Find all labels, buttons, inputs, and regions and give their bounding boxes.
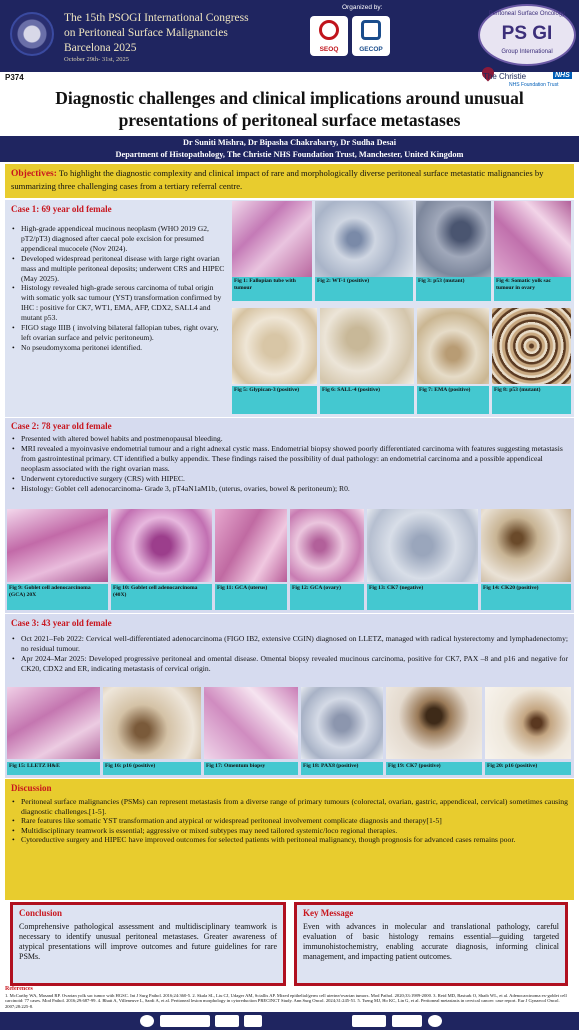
figure-9-image	[7, 509, 108, 582]
congress-title-line1: The 15th PSOGI International Congress	[64, 12, 249, 24]
seoq-logo-text: SEOQ	[319, 46, 339, 53]
objectives-label: Objectives:	[11, 169, 57, 179]
figure-14	[481, 509, 571, 610]
figure-5-caption: Fig 5: Glypican-3 (positive)	[232, 386, 317, 414]
figure-4	[494, 201, 571, 301]
figure-15-image	[7, 687, 100, 759]
title-line1: Diagnostic challenges and clinical implications around unusual	[55, 88, 524, 108]
list-item: • Peritoneal surface malignancies (PSMs) can represent metastasis from a diverse range of primary tumours (colorectal, ovarian, gastric, appendiceal, cervical) sometimes causing diagnostic challenges.[1-5].	[11, 797, 568, 816]
figure-20	[485, 687, 571, 775]
figure-19-caption: Fig 19: CK7 (positive)	[386, 762, 482, 775]
conclusion-heading: Conclusion	[19, 908, 63, 918]
figure-4-caption: Fig 4: Somatic yolk sac tumour in ovary	[494, 277, 571, 301]
figure-17	[204, 687, 298, 775]
figure-20-caption: Fig 20: p16 (positive)	[485, 762, 571, 775]
figure-18	[301, 687, 383, 775]
case2-heading: Case 2: 78 year old female	[11, 421, 112, 431]
figure-7-caption: Fig 7: EMA (positive)	[417, 386, 489, 414]
figure-2-caption: Fig 2: WT-1 (positive)	[315, 277, 413, 301]
figure-20-image	[485, 687, 571, 759]
department: Department of Histopathology, The Christie NHS Foundation Trust, Manchester, United Kingdom	[115, 150, 464, 159]
figure-3-image	[416, 201, 491, 277]
nhs-trust-label: NHS Foundation Trust	[509, 82, 559, 88]
list-item: • FIGO stage IIIB ( involving bilateral fallopian tubes, right ovary, left ovarian surface and pelvic peritoneum).	[11, 323, 227, 343]
figure-10-caption: Fig 10: Goblet cell adenocarcinoma (40X)	[111, 584, 212, 610]
objectives-text: To highlight the diagnostic complexity and clinical impact of rare and morphologically diverse peritoneal surface metastatic malignancies by summarizing three challenging cases from a tertiary referral centre.	[11, 168, 544, 191]
figure-1	[232, 201, 312, 301]
discussion-section	[5, 779, 574, 900]
list-item: • Developed widespread peritoneal disease with large right ovarian mass and multiple peritoneal deposits; underwent CRS and HIPEC (May 2025).	[11, 254, 227, 284]
case3-heading: Case 3: 43 year old female	[11, 618, 112, 628]
case3-bullets	[11, 634, 568, 674]
poster-title	[10, 87, 569, 131]
figure-2-image	[315, 201, 413, 277]
figure-13	[367, 509, 478, 610]
discussion-bullets	[11, 797, 568, 845]
gecop-logo	[352, 16, 390, 56]
sponsor-logo	[215, 1015, 239, 1027]
figure-18-caption: Fig 18: PAX8 (positive)	[301, 762, 383, 775]
authors-bar	[0, 136, 579, 162]
psogi-logo-bottom: Group International	[501, 49, 553, 55]
discussion-heading: Discussion	[11, 783, 52, 793]
figure-14-caption: Fig 14: CK20 (positive)	[481, 584, 571, 610]
psogi-logo	[478, 4, 576, 66]
list-item: • Cytoreductive surgery and HIPEC have improved outcomes for selected patients with peritoneal malignancy, though prognosis for advanced cases remains poor.	[11, 835, 568, 845]
figure-12	[290, 509, 364, 610]
figure-16-caption: Fig 16: p16 (positive)	[103, 762, 201, 775]
list-item: • Apr 2024–Mar 2025: Developed progressive peritoneal and omental disease. Omental biopsy revealed mucinous carcinoma, positive for CK7, PAX –8 and p16 and negative for CK20, CDX2 and ER, indicating metastasis of cervical origin.	[11, 654, 568, 674]
figure-5-image	[232, 308, 317, 384]
figure-7-image	[417, 308, 489, 384]
figure-15-caption: Fig 15: LLETZ H&E	[7, 762, 100, 775]
figure-16-image	[103, 687, 201, 759]
sponsor-logo	[160, 1015, 210, 1027]
figure-8-image	[492, 308, 571, 384]
psogi-logo-main: PS GI	[501, 23, 553, 44]
figure-11-image	[215, 509, 287, 582]
conclusion-text: Comprehensive pathological assessment and multidisciplinary teamwork is necessary to identify unusual peritoneal metastases. Greater awareness of atypical presentations will improve outcomes and future guidelines for rare PSMs.	[19, 922, 277, 961]
figure-11-caption: Fig 11: GCA (uterus)	[215, 584, 287, 610]
figure-15	[7, 687, 100, 775]
figure-9	[7, 509, 108, 610]
figure-16	[103, 687, 201, 775]
figure-6-caption: Fig 6: SALL-4 (positive)	[320, 386, 414, 414]
congress-banner	[0, 0, 579, 72]
list-item: • Underwent cytoreductive surgery (CRS) with HIPEC.	[11, 474, 568, 484]
figure-6-image	[320, 308, 414, 384]
figure-18-image	[301, 687, 383, 759]
case2-bullets	[11, 434, 568, 493]
list-item: • Oct 2021–Feb 2022: Cervical well-differentiated adenocarcinoma (FIGO IB2, extensive CGIN) diagnosed on LLETZ, managed with radical hysterectomy and lymphadenectomy; no residual tumour.	[11, 634, 568, 654]
nhs-logo: NHS	[555, 72, 570, 79]
sponsor-footer	[0, 1012, 579, 1030]
christie-logo-text: The Christie	[483, 72, 527, 81]
figure-2	[315, 201, 413, 301]
figure-19	[386, 687, 482, 775]
figure-1-caption: Fig 1: Fallopian tube with tumour	[232, 277, 312, 301]
key-message-heading: Key Message	[303, 908, 354, 918]
figure-3-caption: Fig 3: p53 (mutant)	[416, 277, 491, 301]
case1-bullets	[11, 224, 227, 353]
sponsor-logo	[352, 1015, 386, 1027]
figure-7	[417, 308, 489, 414]
objectives-box	[5, 164, 574, 198]
poster-id: P374	[5, 73, 24, 82]
list-item: • Rare features like somatic YST transformation and atypical or widespread peritoneal involvement complicate diagnosis and therapy[1-5]	[11, 816, 568, 826]
congress-emblem-icon	[10, 12, 54, 56]
references	[5, 987, 574, 1009]
organized-by-label: Organized by:	[342, 4, 383, 11]
congress-city: Barcelona 2025	[64, 42, 137, 54]
list-item: • Histology: Goblet cell adenocarcinoma- Grade 3, pT4aN1aM1b, (uterus, ovaries, bowel & peritoneum); R0.	[11, 484, 568, 494]
figure-10-image	[111, 509, 212, 582]
figure-1-image	[232, 201, 312, 277]
case3-section	[5, 614, 574, 778]
list-item: • Presented with altered bowel habits and postmenopausal bleeding.	[11, 434, 568, 444]
list-item: • No pseudomyxoma peritonei identified.	[11, 343, 227, 353]
case1-heading: Case 1: 69 year old female	[11, 204, 112, 214]
figure-6	[320, 308, 414, 414]
congress-dates: October 29th- 31st, 2025	[64, 56, 129, 63]
figure-14-image	[481, 509, 571, 582]
figure-12-caption: Fig 12: GCA (ovary)	[290, 584, 364, 610]
figure-10	[111, 509, 212, 610]
figure-8-caption: Fig 8: p53 (mutant)	[492, 386, 571, 414]
figure-9-caption: Fig 9: Goblet cell adenocarcinoma (GCA) 20X	[7, 584, 108, 610]
case2-section	[5, 418, 574, 613]
figure-8	[492, 308, 571, 414]
gecop-logo-text: GECOP	[359, 46, 383, 53]
key-message-text: Even with advances in molecular and translational pathology, careful evaluation of basic histology remains essential—guiding targeted immunohistochemistry, enabling accurate diagnosis, informing clinical management, and impacting patient outcomes.	[303, 922, 559, 961]
case1-section	[5, 200, 574, 417]
figure-12-image	[290, 509, 364, 582]
sponsor-logo	[392, 1015, 422, 1027]
list-item: • MRI revealed a myoinvasive endometrial tumour and a right adnexal cystic mass. Endometrial biopsy showed poorly differentiated carcinoma with features suggesting metastasis from gastrointestinal primary. CT identified a bulky appendix. These findings raised the possibility of dual pathology: an endometrial carcinoma and a possible appendiceal neoplasm associated with the right ovarian mass.	[11, 444, 568, 474]
figure-17-image	[204, 687, 298, 759]
seoq-logo	[310, 16, 348, 56]
figure-5	[232, 308, 317, 414]
figure-17-caption: Fig 17: Omentum biopsy	[204, 762, 298, 775]
psogi-logo-top: Peritoneal Surface Oncology	[488, 11, 566, 17]
authors: Dr Suniti Mishra, Dr Bipasha Chakrabarty, Dr Sudha Desai	[183, 138, 396, 147]
figure-19-image	[386, 687, 482, 759]
key-message-box	[294, 902, 568, 986]
sponsor-logo	[140, 1015, 154, 1027]
figure-3	[416, 201, 491, 301]
sponsor-logo	[244, 1015, 262, 1027]
list-item: • Histology revealed high-grade serous carcinoma of tubal origin with somatic yolk sac tumour (YST) transformation confirmed by IHC : positive for CK7, WT1, EMA, AFP, CDX2, SALL4 and mutant p53.	[11, 283, 227, 323]
figure-4-image	[494, 201, 571, 277]
title-line2: presentations of peritoneal surface metastases	[118, 110, 461, 130]
figure-11	[215, 509, 287, 610]
references-text: 1. McCarthy WA, Masand RP. Ovarian yolk sac tumor with HGSC. Int J Surg Pathol. 2016;24:360-5. 2. Skala SL, Liu CJ, Udager AM, Sciallis AP. Mixed epithelial/germ cell uterine/ovarian tumors. Mod Pathol. 2020;33:1989-2000. 3. Reid MD, Basturk O, Shaib WL, et al. Adenocarcinoma ex-goblet cell carcinoid: 77 cases. Mod Pathol. 2016;29:687-99. 4. Bhatt A, Villeneuve L, Sardi A, et al. Peritoneal lesion morphology in cytoreduction PRECINCT Study. Ann Surg Oncol. 2024;31:245-51. 5. Tseng MJ, Ho KC, Lin G, et al. Peritoneal metastasis in cervical cancer: case report. Eur J Gynaecol Oncol. 2007;28:225-8.	[5, 992, 567, 1009]
figure-13-caption: Fig 13: CK7 (negative)	[367, 584, 478, 610]
references-heading: References	[5, 986, 33, 992]
congress-title-line2: on Peritoneal Surface Malignancies	[64, 27, 228, 39]
figure-13-image	[367, 509, 478, 582]
sponsor-logo	[428, 1015, 442, 1027]
list-item: • High-grade appendiceal mucinous neoplasm (WHO 2019 G2, pT2/pT3) diagnosed after caecal pole excision for presumed appendiceal mucocele (Nov 2024).	[11, 224, 227, 254]
list-item: • Multidisciplinary teamwork is essential; aggressive or mixed subtypes may need tailored systemic/loco regional therapies.	[11, 826, 568, 836]
conclusion-box	[10, 902, 286, 986]
